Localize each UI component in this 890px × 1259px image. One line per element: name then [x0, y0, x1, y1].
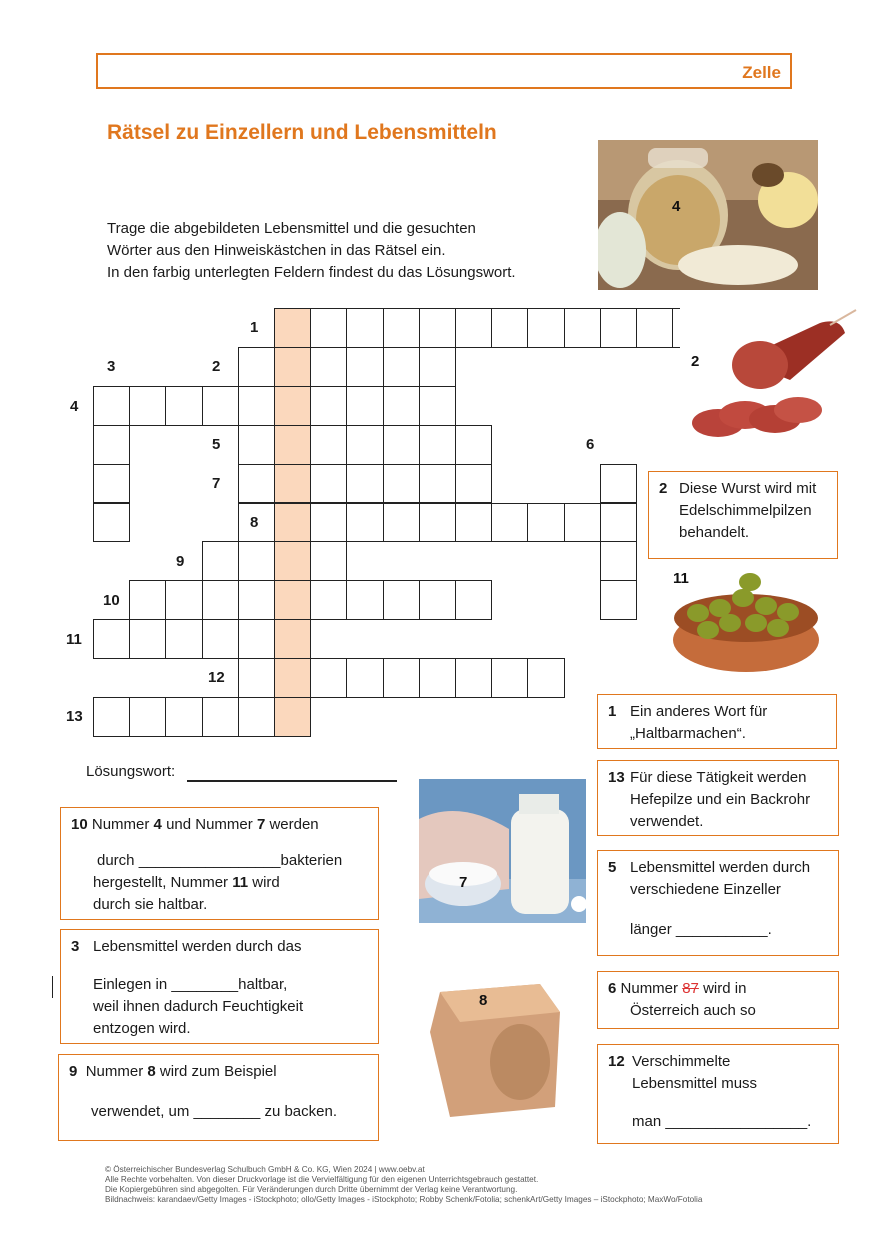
clue-number: 12 [608, 1053, 625, 1070]
solution-cell[interactable] [274, 386, 311, 426]
clue-number: 3 [71, 938, 80, 955]
crossword-number: 5 [212, 436, 221, 453]
text-cursor [52, 976, 53, 998]
footer-line: © Österreichischer Bundesverlag Schulbuch GmbH & Co. KG, Wien 2024 | www.oebv.at [105, 1165, 425, 1174]
crossword-cell[interactable] [310, 347, 347, 387]
clue-ref: 8 [147, 1063, 156, 1080]
photo-number-label: 8 [479, 992, 488, 1009]
crossword-number: 13 [66, 708, 83, 725]
instruction-line: Wörter aus den Hinweiskästchen in das Rätsel ein. [107, 242, 446, 259]
clue-text: wird [252, 874, 280, 891]
clue-text: Österreich auch so [630, 1002, 756, 1019]
crossword-number: 9 [176, 553, 185, 570]
clue-text: behandelt. [679, 524, 750, 541]
crossword-cell[interactable] [455, 658, 492, 698]
instructions [107, 218, 516, 284]
crossword-cell[interactable] [310, 541, 347, 581]
clue-box-1 [597, 694, 837, 749]
crossword-cell[interactable] [491, 503, 528, 543]
crossword-cell[interactable] [310, 464, 347, 504]
crossword-cell[interactable] [419, 347, 456, 387]
crossword-cell[interactable] [419, 464, 456, 504]
crossword-cell[interactable] [129, 697, 166, 737]
clue-text: durch sie haltbar. [93, 896, 208, 913]
crossword-cell[interactable] [419, 386, 456, 426]
crossword-cell[interactable] [165, 619, 202, 659]
clue-ref: 7 [256, 816, 266, 833]
crossword-number: 4 [70, 398, 79, 415]
solution-cell[interactable] [274, 619, 311, 659]
crossword-cell[interactable] [93, 464, 130, 504]
crossword-cell[interactable] [419, 308, 456, 348]
footer [105, 1165, 702, 1205]
clue-text: wird in [703, 980, 747, 997]
crossword-cell[interactable] [346, 425, 383, 465]
crossword-cell[interactable] [93, 425, 130, 465]
crossword-cell[interactable] [202, 619, 239, 659]
crossword-cell[interactable] [346, 347, 383, 387]
crossword-cell[interactable] [238, 658, 275, 698]
crossword-cell[interactable] [455, 308, 492, 348]
crossword-cell[interactable] [564, 308, 601, 348]
crossword-cell[interactable] [238, 697, 275, 737]
footer-line: Die Kopiergebühren sind abgegolten. Für Veränderungen durch Dritte übernimmt der Verlag keine Verantwortung. [105, 1185, 518, 1194]
crossword-cell[interactable] [165, 580, 202, 620]
crossword-number: 7 [212, 475, 221, 492]
clue-text: weil ihnen dadurch Feuchtigkeit [93, 998, 304, 1015]
crossword-cell[interactable] [455, 464, 492, 504]
sauerkraut-photo [598, 140, 818, 290]
crossword-number: 2 [212, 358, 221, 375]
solution-cell[interactable] [274, 308, 311, 348]
crossword-cell[interactable] [383, 347, 420, 387]
clue-number: 1 [608, 703, 617, 720]
photo-number-label: 2 [691, 353, 700, 370]
clue-text: werden [269, 816, 319, 833]
clue-number: 10 [71, 816, 88, 833]
crossword-cell[interactable] [383, 580, 420, 620]
clue-text: Edelschimmelpilzen [679, 502, 812, 519]
clue-text: wird zum Beispiel [159, 1063, 277, 1080]
photo-number-label: 4 [672, 198, 681, 215]
crossword-cell[interactable] [564, 503, 601, 543]
clue-number: 5 [608, 859, 617, 876]
crossword-cell[interactable] [455, 425, 492, 465]
crossword-cell[interactable] [238, 386, 275, 426]
crossword-cell[interactable] [527, 658, 564, 698]
clue-text: Nummer [620, 980, 679, 997]
solution-cell[interactable] [274, 541, 311, 581]
crossword-cell[interactable] [238, 541, 275, 581]
crossword-cell[interactable] [346, 386, 383, 426]
clue-box-3 [60, 929, 379, 1044]
solution-answer-line[interactable] [187, 780, 397, 782]
crossword-cell[interactable] [129, 580, 166, 620]
crossword-number: 11 [66, 631, 82, 648]
crossword-cell[interactable] [165, 386, 202, 426]
clue-ref: 4 [153, 816, 162, 833]
crossword-cell[interactable] [600, 464, 637, 504]
struck-number: 87 [682, 980, 699, 997]
solution-cell[interactable] [274, 425, 311, 465]
crossword-cell[interactable] [636, 308, 673, 348]
clue-text: länger ___________. [630, 921, 772, 938]
crossword-cell[interactable] [383, 308, 420, 348]
crossword-cell[interactable] [600, 503, 637, 543]
clue-number: 6 [608, 980, 617, 997]
crossword-cell[interactable] [600, 308, 637, 348]
solution-cell[interactable] [274, 658, 311, 698]
olives-photo [668, 568, 823, 678]
clue-ref: 11 [232, 874, 249, 891]
solution-cell[interactable] [274, 347, 311, 387]
crossword-cell[interactable] [419, 580, 456, 620]
page-title: Rätsel zu Einzellern und Lebensmitteln [107, 121, 497, 144]
crossword-cell[interactable] [238, 619, 275, 659]
crossword-cell[interactable] [346, 464, 383, 504]
clue-text: Ein anderes Wort für [630, 703, 768, 720]
clue-box-5 [597, 850, 839, 956]
crossword-cell[interactable] [419, 425, 456, 465]
footer-line: Alle Rechte vorbehalten. Von dieser Druckvorlage ist die Vervielfältigung für den eigenen Unterrichtsgebrauch gestattet. [105, 1175, 539, 1184]
clue-text: entzogen wird. [93, 1020, 191, 1037]
crossword-cell[interactable] [238, 464, 275, 504]
crossword-number: 12 [208, 669, 225, 686]
clue-text: hergestellt, Nummer [93, 874, 229, 891]
crossword-cell[interactable] [600, 541, 637, 581]
crossword-cell[interactable] [129, 386, 166, 426]
crossword-cell[interactable] [527, 503, 564, 543]
instruction-line: Trage die abgebildeten Lebensmittel und die gesuchten [107, 220, 476, 237]
clue-text: verschiedene Einzeller [630, 881, 781, 898]
clue-text: Hefepilze und ein Backrohr [630, 791, 811, 808]
crossword-cell[interactable] [383, 464, 420, 504]
clue-box-2 [648, 471, 838, 559]
crossword-cell[interactable] [346, 503, 383, 543]
solution-label: Lösungswort: [86, 763, 176, 780]
crossword-cell[interactable] [93, 386, 130, 426]
milk-yogurt-photo [419, 779, 586, 923]
clue-text: durch _________________bakterien [97, 852, 343, 869]
crossword-cell[interactable] [202, 386, 239, 426]
clue-text: Einlegen in ________haltbar, [93, 976, 288, 993]
crossword-cell[interactable] [455, 503, 492, 543]
crossword-cell[interactable] [346, 580, 383, 620]
crossword-number: 6 [586, 436, 595, 453]
crossword-cell[interactable] [383, 503, 420, 543]
salami-photo [680, 305, 858, 447]
crossword-cell[interactable] [310, 425, 347, 465]
crossword-cell[interactable] [202, 580, 239, 620]
clue-text: Diese Wurst wird mit [679, 480, 817, 497]
yeast-photo [420, 972, 574, 1125]
crossword-cell[interactable] [93, 503, 130, 543]
crossword-cell[interactable] [346, 308, 383, 348]
crossword-cell[interactable] [165, 697, 202, 737]
crossword-cell[interactable] [238, 425, 275, 465]
crossword-cell[interactable] [202, 541, 239, 581]
photo-number-label: 11 [673, 570, 689, 587]
clue-number: 9 [69, 1063, 78, 1080]
clue-text: Lebensmittel muss [632, 1075, 758, 1092]
crossword-cell[interactable] [491, 658, 528, 698]
clue-text: Nummer [91, 816, 150, 833]
crossword-cell[interactable] [310, 503, 347, 543]
clue-number: 13 [608, 769, 625, 786]
crossword-cell[interactable] [238, 580, 275, 620]
crossword-cell[interactable] [93, 619, 130, 659]
clue-box-10 [60, 807, 379, 920]
clue-box-6 [597, 971, 839, 1029]
clue-box-13 [597, 760, 839, 836]
crossword-number: 3 [107, 358, 116, 375]
clue-text: verwendet. [630, 813, 704, 830]
solution-cell[interactable] [274, 464, 311, 504]
crossword-cell[interactable] [491, 308, 528, 348]
crossword-cell[interactable] [93, 697, 130, 737]
clue-text: Für diese Tätigkeit werden [630, 769, 807, 786]
solution-cell[interactable] [274, 697, 311, 737]
clue-text: „Haltbarmachen“. [630, 725, 746, 742]
crossword-cell[interactable] [202, 697, 239, 737]
solution-cell[interactable] [274, 503, 311, 543]
crossword-cell[interactable] [129, 619, 166, 659]
crossword-cell[interactable] [419, 658, 456, 698]
clue-text: und Nummer [166, 816, 253, 833]
crossword-cell[interactable] [346, 658, 383, 698]
crossword-cell[interactable] [455, 580, 492, 620]
solution-cell[interactable] [274, 580, 311, 620]
clue-text: Lebensmittel werden durch das [93, 938, 302, 955]
crossword-cell[interactable] [310, 580, 347, 620]
crossword-number: 8 [250, 514, 259, 531]
crossword-cell[interactable] [310, 308, 347, 348]
crossword-cell[interactable] [238, 347, 275, 387]
clue-box-12 [597, 1044, 839, 1144]
header-box [96, 53, 792, 89]
clue-text: Lebensmittel werden durch [630, 859, 811, 876]
crossword-cell[interactable] [383, 386, 420, 426]
clue-text: man _________________. [632, 1113, 812, 1130]
crossword-number: 1 [250, 319, 259, 336]
footer-line: Bildnachweis: karandaev/Getty Images - iStockphoto; ollo/Getty Images - iStockphoto; Robby Schenk/Fotolia; schenkArt/Getty Images – iStockphoto; MaxWo/Fotolia [105, 1195, 703, 1204]
photo-number-label: 7 [459, 874, 468, 891]
clue-box-9 [58, 1054, 379, 1141]
crossword-number: 10 [103, 592, 120, 609]
crossword-cell[interactable] [600, 580, 637, 620]
crossword-cell[interactable] [527, 308, 564, 348]
clue-text: Nummer [85, 1063, 144, 1080]
header-label: Zelle [742, 63, 781, 82]
crossword-cell[interactable] [310, 658, 347, 698]
clue-text: verwendet, um ________ zu backen. [91, 1103, 337, 1120]
crossword-cell[interactable] [419, 503, 456, 543]
crossword-cell[interactable] [383, 425, 420, 465]
clue-number: 2 [659, 480, 668, 497]
crossword-cell[interactable] [383, 658, 420, 698]
crossword-cell[interactable] [310, 386, 347, 426]
instruction-line: In den farbig unterlegten Feldern findest du das Lösungswort. [107, 264, 516, 281]
clue-text: Verschimmelte [632, 1053, 731, 1070]
